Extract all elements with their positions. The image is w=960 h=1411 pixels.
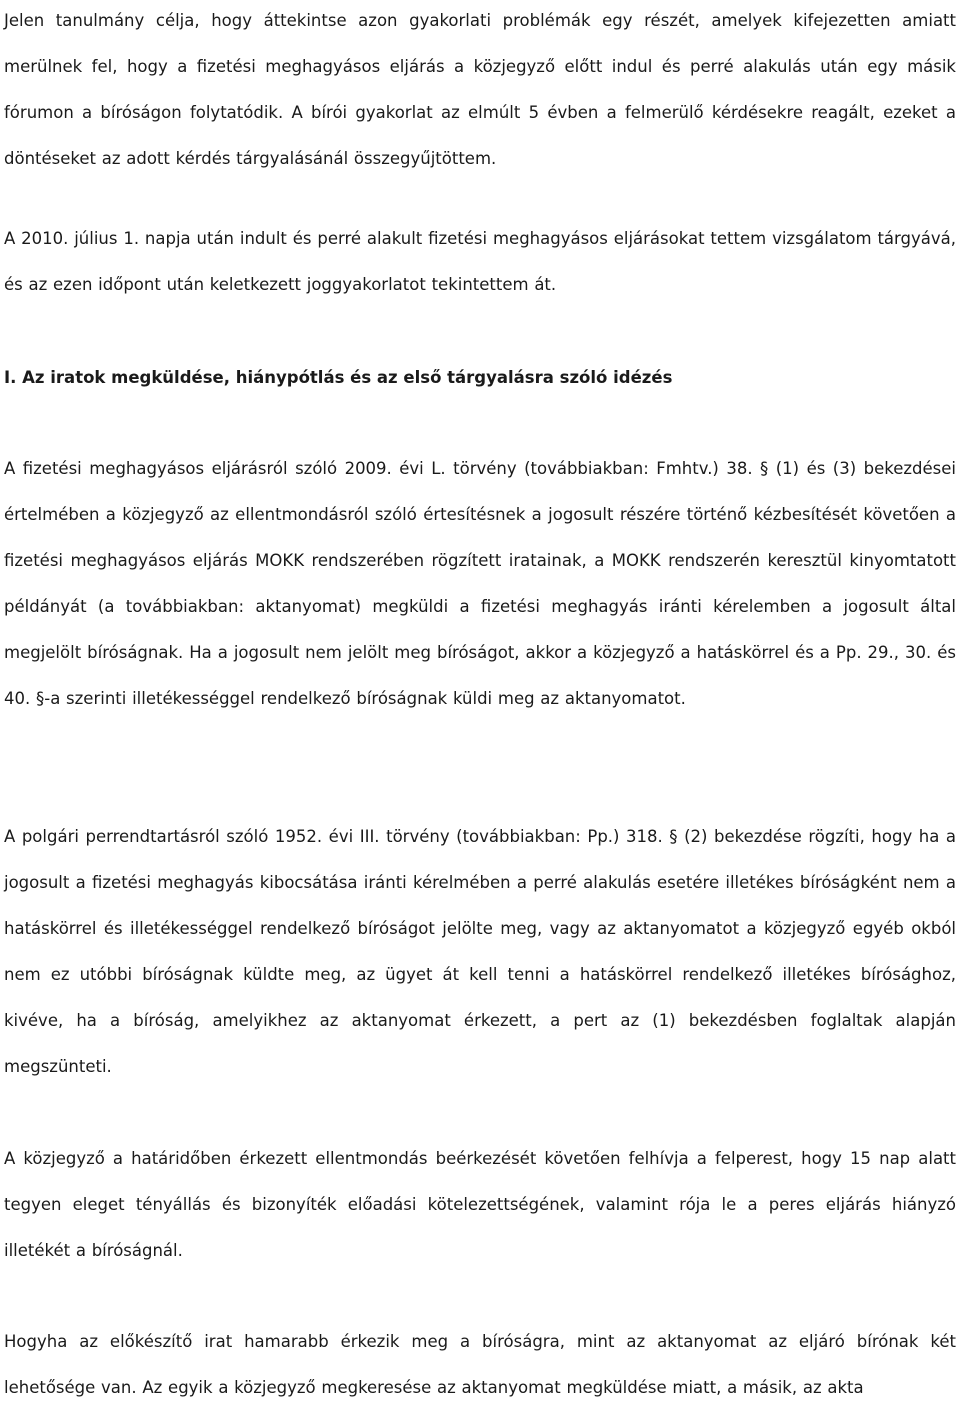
notary-paragraph: A közjegyző a határidőben érkezett ellentmondás beérkezését követően felhívja a felperest, hogy 15 nap alatt tegyen eleget tényállás és bizonyíték előadási kötelezettségének, valamint rója le a peres eljárás hiányzó illetékét a bíróságnál.: [4, 1149, 956, 1260]
section-heading: I. Az iratok megküldése, hiánypótlás és az első tárgyalásra szóló idézés: [4, 368, 673, 387]
scope-paragraph: A 2010. július 1. napja után indult és perré alakult fizetési meghagyásos eljárásokat tettem vizsgálatom tárgyává, és az ezen időpont után keletkezett joggyakorlatot tekintettem át.: [4, 229, 956, 294]
pp-paragraph: A polgári perrendtartásról szóló 1952. évi III. törvény (továbbiakban: Pp.) 318. § (2) bekezdése rögzíti, hogy ha a jogosult a fizetési meghagyás kibocsátása iránti kérelmében a perré alakulás esetére illetékes bíróságként nem a hatáskörrel és illetékességgel rendelkező bíróságot jelölte meg, vagy az aktanyomatot a közjegyző egyéb okból nem ez utóbbi bíróságnak küldte meg, az ügyet át kell tenni a hatáskörrel rendelkező illetékes bírósághoz, kivéve, ha a bíróság, amelyikhez az aktanyomat érkezett, a pert az (1) bekezdésben foglaltak alapján megszünteti.: [4, 827, 956, 1076]
intro-paragraph: Jelen tanulmány célja, hogy áttekintse azon gyakorlati problémák egy részét, amelyek kifejezetten amiatt merülnek fel, hogy a fizetési meghagyásos eljárás a közjegyző előtt indul és perré alakulás után egy másik fórumon a bíróságon folytatódik. A bírói gyakorlat az elmúlt 5 évben a felmerülő kérdésekre reagált, ezeket a döntéseket az adott kérdés tárgyalásánál összegyűjtöttem.: [4, 11, 956, 168]
court-options-paragraph: Hogyha az előkészítő irat hamarabb érkezik meg a bíróságra, mint az aktanyomat az eljáró bírónak két lehetősége van. Az egyik a közjegyző megkeresése az aktanyomat megküldése miatt, a másik, az akta: [4, 1332, 956, 1397]
fmhtv-paragraph: A fizetési meghagyásos eljárásról szóló 2009. évi L. törvény (továbbiakban: Fmhtv.) 38. § (1) és (3) bekezdései értelmében a közjegyző az ellentmondásról szóló értesítésnek a jogosult részére történő kézbesítését követően a fizetési meghagyásos eljárás MOKK rendszerében rögzített iratainak, a MOKK rendszerén keresztül kinyomtatott példányát (a továbbiakban: aktanyomat) megküldi a fizetési meghagyás iránti kérelemben a jogosult által megjelölt bíróságnak. Ha a jogosult nem jelölt meg bíróságot, akkor a közjegyző a hatáskörrel és a Pp. 29., 30. és 40. §-a szerinti illetékességgel rendelkező bíróságnak küldi meg az aktanyomatot.: [4, 459, 956, 708]
